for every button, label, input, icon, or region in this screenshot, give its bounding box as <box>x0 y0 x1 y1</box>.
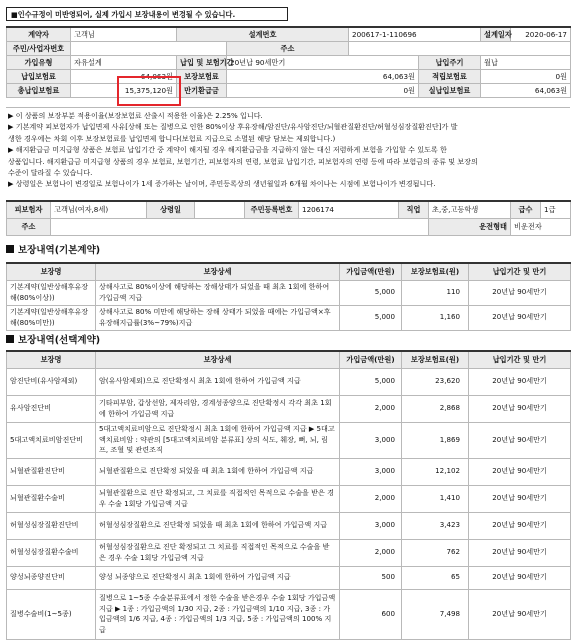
coverage-detail: 기타피부암, 갑상선암, 제자리암, 경계성종양으로 진단확정시 각각 최초 1회에 한하여 가입금액 지급 <box>96 395 340 422</box>
insured-address-label: 주소 <box>7 218 51 235</box>
optional-coverage-table <box>6 350 571 640</box>
coverage-name: 뇌혈관질환수술비 <box>7 485 96 512</box>
note-line: 수준이 달라질 수 있습니다. <box>8 168 93 178</box>
optional-section-title: 보장내역(선택계약) <box>6 335 100 347</box>
col-period-header: 납입기간 및 만기 <box>469 351 571 368</box>
col-amount-header: 가입금액(만원) <box>340 351 402 368</box>
col-name-header: 보장명 <box>7 351 96 368</box>
col-amount-header: 가입금액(만원) <box>340 263 402 280</box>
coverage-name: 유사암진단비 <box>7 395 96 422</box>
coverage-name: 5대고액치료비암진단비 <box>7 422 96 458</box>
col-name-header: 보장명 <box>7 263 96 280</box>
note-line: ▶ 해지환급금 미지급형 상품은 보험료 납입기간 중 계약이 해지될 경우 해지환급금을 지급하지 않는 대신 저렴하게 보험을 가입할 수 있도록 한 <box>8 145 447 155</box>
design-no-label: 설계번호 <box>177 27 349 41</box>
square-bullet-icon <box>6 245 14 253</box>
coverage-name: 양성뇌종양진단비 <box>7 566 96 589</box>
col-detail-header: 보장상세 <box>96 351 340 368</box>
type-label: 가입유형 <box>7 55 71 69</box>
coverage-period: 20년납 90세만기 <box>469 589 571 639</box>
coverage-row <box>7 305 571 330</box>
premium-label: 납입보험료 <box>7 69 71 83</box>
actual-label: 실납입보험료 <box>419 83 481 97</box>
total-value: 15,375,120원 <box>71 83 177 97</box>
period-value: 20년납 90세만기 <box>227 55 419 69</box>
period-label: 납입 및 보험기간 <box>177 55 227 69</box>
coverage-amount: 2,000 <box>340 485 402 512</box>
age-date-value <box>195 201 245 218</box>
premium-value: 64,063원 <box>71 69 177 83</box>
coverage-amount: 3,000 <box>340 458 402 485</box>
coverage-name: 허혈성심장질환진단비 <box>7 512 96 539</box>
actual-value: 64,063원 <box>481 83 571 97</box>
coverage-detail: 허혈성심장질환으로 진단확정 되었을 때 최초 1회에 한하여 가입금액 지급 <box>96 512 340 539</box>
cycle-value: 월납 <box>481 55 571 69</box>
contractor-label: 계약자 <box>7 27 71 41</box>
total-label: 총납입보험료 <box>7 83 71 97</box>
coverage-row <box>7 458 571 485</box>
insured-value: 고객님(여자,8세) <box>51 201 147 218</box>
coverage-detail: 상해사고로 80%이상에 해당하는 장해상태가 되었을 때 최초 1회에 한하여 가입금액 지급 <box>96 280 340 305</box>
coverage-period: 20년납 90세만기 <box>469 368 571 395</box>
coverage-name: 뇌혈관질환진단비 <box>7 458 96 485</box>
coverage-detail: 뇌혈관질환으로 진단 확정되고, 그 치료를 직접적인 목적으로 수술을 받은 경우 수술 1회당 가입금액 지급 <box>96 485 340 512</box>
coverage-premium: 7,498 <box>402 589 469 639</box>
refund-value: 0원 <box>227 83 419 97</box>
id-value <box>71 41 227 55</box>
coverage-detail: 암(유사암제외)으로 진단확정시 최초 1회에 한하여 가입금액 지급 <box>96 368 340 395</box>
coverage-amount: 2,000 <box>340 395 402 422</box>
coverage-amount: 5,000 <box>340 280 402 305</box>
coverage-premium: 23,620 <box>402 368 469 395</box>
age-date-label: 상령일 <box>147 201 195 218</box>
insured-address-value <box>51 218 429 235</box>
coverage-premium: 1,869 <box>402 422 469 458</box>
col-premium-header: 보장보험료(원) <box>402 351 469 368</box>
coverage-premium: 1,160 <box>402 305 469 330</box>
insured-info-table <box>6 200 571 236</box>
note-line: 생한 경우에는 차회 이후 보장보험료를 납입면제 합니다(보험료 지급으로 소멸된 해당 담보는 제외합니다.) <box>8 133 336 143</box>
coverage-period: 20년납 90세만기 <box>469 539 571 566</box>
coverage-detail: 상해사고로 80% 미만에 해당하는 장해 상태가 되었을 때에는 가입금액×후유장해지급률(3%~79%)지급 <box>96 305 340 330</box>
rrn-label: 주민등록번호 <box>245 201 299 218</box>
coverage-row <box>7 589 571 639</box>
coverage-detail: 양성 뇌종양으로 진단확정시 최초 1회에 한하여 가입금액 지급 <box>96 566 340 589</box>
note-line: ▶ 상령일은 보험나이 변경일로 보험나이가 1세 증가하는 날이며, 주민등록상의 생년월일과 6개월 차이나는 시점에 보험나이가 변경됩니다. <box>8 179 436 189</box>
coverage-amount: 600 <box>340 589 402 639</box>
coverage-row <box>7 422 571 458</box>
coverage-row <box>7 539 571 566</box>
coverage-row <box>7 485 571 512</box>
reserve-label: 적립보험료 <box>419 69 481 83</box>
design-date-value: 2020-06-17 <box>511 27 571 41</box>
coverage-amount: 500 <box>340 566 402 589</box>
coverage-amount: 5,000 <box>340 305 402 330</box>
coverage-detail: 뇌혈관질환으로 진단확정 되었을 때 최초 1회에 한하여 가입금액 지급 <box>96 458 340 485</box>
coverage-period: 20년납 90세만기 <box>469 566 571 589</box>
type-value: 자유설계 <box>71 55 177 69</box>
insured-label: 피보험자 <box>7 201 51 218</box>
coverage-detail: 허혈성심장질환으로 진단 확정되고 그 치료를 직접적인 목적으로 수술을 받은 경우 수술 1회당 가입금액 지급 <box>96 539 340 566</box>
coverage-row <box>7 280 571 305</box>
coverage-name: 기본계약(일반상해후유장해(80%미만)) <box>7 305 96 330</box>
reserve-value: 0원 <box>481 69 571 83</box>
coverage-premium: 3,423 <box>402 512 469 539</box>
job-label: 직업 <box>399 201 429 218</box>
coverage-row <box>7 512 571 539</box>
col-period-header: 납입기간 및 만기 <box>469 263 571 280</box>
coverage-premium: 12,102 <box>402 458 469 485</box>
coverage-amount: 3,000 <box>340 512 402 539</box>
cycle-label: 납입주기 <box>419 55 481 69</box>
design-no-value: 200617-1-110696 <box>349 27 481 41</box>
note-line: ▶ 기본계약 피보험자가 납입면제 사유[상해 또는 질병으로 인한 80%이상 후유장해/암진단/유사암진단/뇌혈관질환진단/허혈성심장질환진단]가 발 <box>8 122 458 132</box>
coverage-period: 20년납 90세만기 <box>469 485 571 512</box>
design-date-label: 설계일자 <box>481 27 511 41</box>
contractor-value: 고객님 <box>71 27 177 41</box>
coverage-row <box>7 566 571 589</box>
coverage-detail: 질병으로 1~5종 수술분류표에서 정한 수술을 받은경우 수술 1회당 가입금액 지급 ▶ 1종 : 가입금액의 1/30 지급, 2종 : 가입금액의 1/10 지급, 3종 : 가입금액의 1/6 지급, 4종 : 가입금액의 1/3 지급, 5종 : 가입금액의 100% 지급 <box>96 589 340 639</box>
contract-info-table <box>6 26 571 98</box>
coverage-period: 20년납 90세만기 <box>469 512 571 539</box>
note-line: 상품입니다. 해지환급금 미지급형 상품의 경우 보험료, 보험기간, 피보험자의 연령, 보험료 납입기간, 피보험자의 연령 등에 따라 보험금의 종류 및 보장의 <box>8 156 478 166</box>
coverage-period: 20년납 90세만기 <box>469 395 571 422</box>
drive-value: 비운전자 <box>511 218 571 235</box>
job-value: 초,중,고등학생 <box>429 201 511 218</box>
coverage-period: 20년납 90세만기 <box>469 458 571 485</box>
coverage-premium: 110 <box>402 280 469 305</box>
coverage-premium: 762 <box>402 539 469 566</box>
refund-label: 만기환급금 <box>177 83 227 97</box>
address-value <box>349 41 571 55</box>
coverage-period: 20년납 90세만기 <box>469 305 571 330</box>
notes-block <box>6 107 570 191</box>
guarantee-value: 64,063원 <box>227 69 419 83</box>
guarantee-label: 보장보험료 <box>177 69 227 83</box>
coverage-premium: 1,410 <box>402 485 469 512</box>
coverage-name: 암진단비(유사암제외) <box>7 368 96 395</box>
address-label: 주소 <box>227 41 349 55</box>
drive-label: 운전형태 <box>429 218 511 235</box>
coverage-amount: 3,000 <box>340 422 402 458</box>
coverage-name: 기본계약(일반상해후유장해(80%이상)) <box>7 280 96 305</box>
basic-coverage-table <box>6 262 571 331</box>
id-label: 주민/사업자번호 <box>7 41 71 55</box>
coverage-amount: 5,000 <box>340 368 402 395</box>
col-detail-header: 보장상세 <box>96 263 340 280</box>
coverage-name: 허혈성심장질환수술비 <box>7 539 96 566</box>
square-bullet-icon <box>6 335 14 343</box>
grade-label: 급수 <box>511 201 541 218</box>
notice-banner: ■인수규정이 미반영되어, 실제 가입시 보장내용이 변경될 수 있습니다. <box>6 7 288 21</box>
grade-value: 1급 <box>541 201 571 218</box>
coverage-detail: 5대고액치료비암으로 진단확정시 최초 1회에 한하여 가입금액 지급 ▶ 5대고액치료비암 : 약관의 [5대고액치료비암 분류표] 상의 식도, 췌장, 뼈, 뇌, 림프, 조혈 및 관련조직 <box>96 422 340 458</box>
coverage-row <box>7 368 571 395</box>
note-line: ▶ 이 상품의 보장부분 적용이율(보장보험료 산출시 적용한 이율)은 2.25% 입니다. <box>8 111 263 120</box>
col-premium-header: 보장보험료(원) <box>402 263 469 280</box>
coverage-row <box>7 395 571 422</box>
coverage-period: 20년납 90세만기 <box>469 422 571 458</box>
rrn-value: 1206174 <box>299 201 399 218</box>
coverage-name: 질병수술비(1~5종) <box>7 589 96 639</box>
coverage-premium: 65 <box>402 566 469 589</box>
basic-section-title: 보장내역(기본계약) <box>6 245 100 257</box>
coverage-premium: 2,868 <box>402 395 469 422</box>
coverage-amount: 2,000 <box>340 539 402 566</box>
coverage-period: 20년납 90세만기 <box>469 280 571 305</box>
